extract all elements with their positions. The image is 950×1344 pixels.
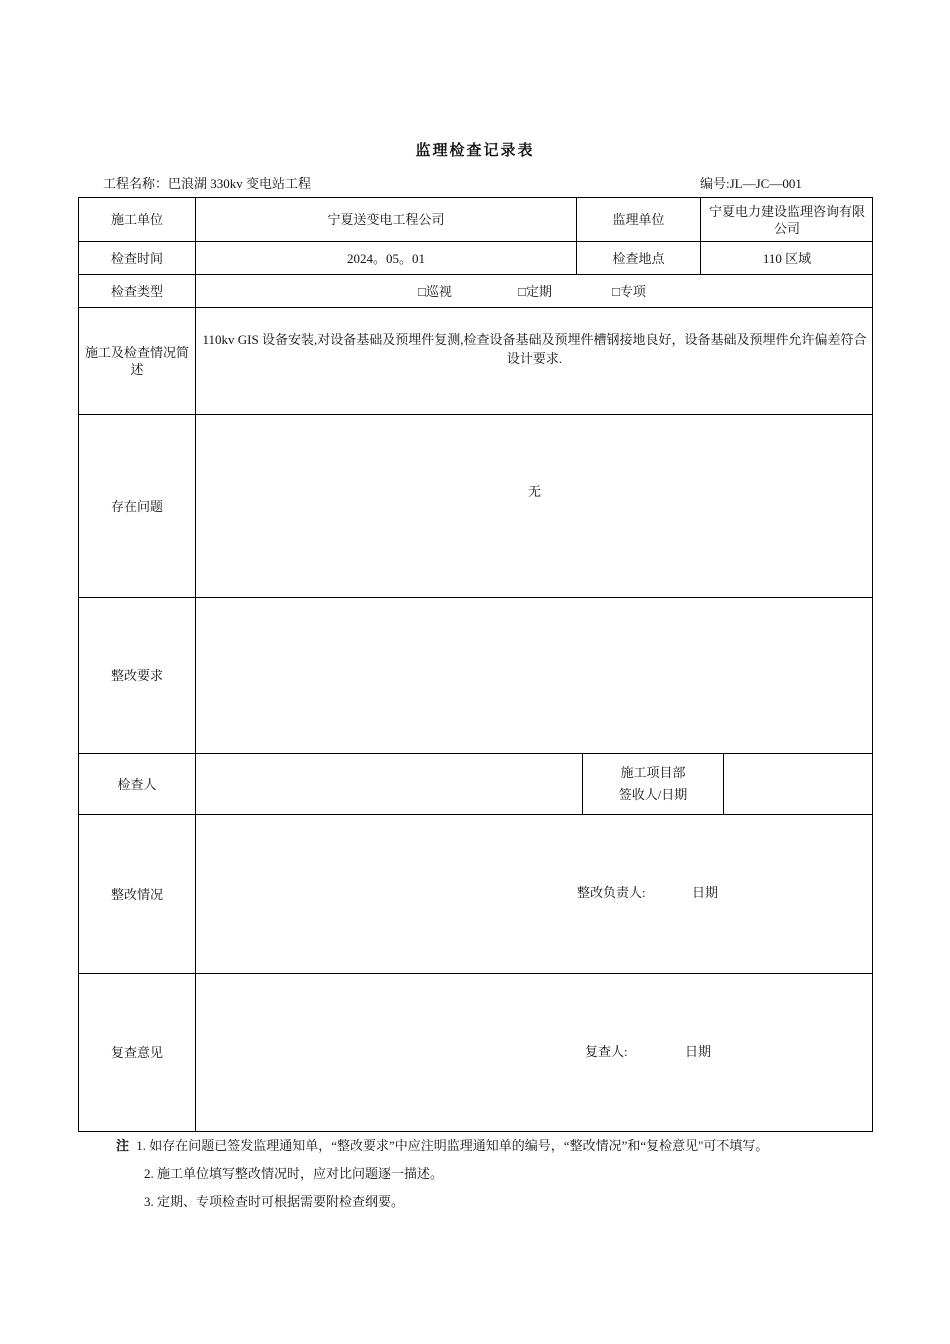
problems-cell <box>195 415 873 597</box>
inspection-record-table <box>78 197 873 1132</box>
inspector-value <box>195 754 582 814</box>
notes-mark: 注 <box>116 1139 130 1154</box>
note-3: 3. 定期、专项检查时可根据需要附检查纲要。 <box>144 1194 405 1209</box>
construction-unit-label: 施工单位 <box>110 212 163 227</box>
check-time-label: 检查时间 <box>110 250 163 266</box>
note-2: 2. 施工单位填写整改情况时，应对比问题逐一描述。 <box>144 1166 444 1181</box>
project-name: 工程名称：巴浪湖 330kv 变电站工程 <box>103 176 312 191</box>
table-row-review <box>79 974 872 1131</box>
rectify-person-label: 整改负责人: <box>577 885 646 900</box>
table-row-units <box>79 198 872 242</box>
checkbox-special[interactable]: □专项 <box>612 284 646 299</box>
table-row-inspector <box>79 754 872 815</box>
note-1: 1. 如存在问题已签发监理通知单，“整改要求”中应注明监理通知单的编号，“整改情况”和“复检意见"可不填写。 <box>136 1138 769 1153</box>
check-type-options <box>195 275 873 307</box>
rectify-status-cell <box>195 815 873 973</box>
table-row-type <box>79 275 872 308</box>
rectify-requirements-value <box>195 598 873 753</box>
problems-label: 存在问题 <box>110 498 163 514</box>
supervision-unit-label: 监理单位 <box>576 198 700 241</box>
check-place-value: 110 区域 <box>700 242 873 274</box>
signer-label-line1: 施工项目部 <box>620 765 686 780</box>
review-date-label: 日期 <box>685 1044 712 1059</box>
table-row-summary <box>79 308 872 415</box>
rectify-status-label: 整改情况 <box>110 886 163 902</box>
table-row-problems <box>79 415 872 598</box>
page-title: 监理检查记录表 <box>415 141 535 159</box>
supervision-unit-value: 宁夏电力建设监理咨询有限公司 <box>700 198 873 241</box>
record-code: 编号:JL—JC—001 <box>700 176 802 191</box>
summary-label: 施工及检查情况简述 <box>85 345 190 377</box>
rectify-requirements-label: 整改要求 <box>110 668 163 683</box>
construction-unit-value: 宁夏送变电工程公司 <box>195 198 576 241</box>
check-place-label: 检查地点 <box>576 242 700 274</box>
checkbox-periodic[interactable]: □定期 <box>518 284 552 299</box>
review-person-label: 复查人: <box>585 1044 628 1059</box>
signer-value <box>723 754 873 814</box>
inspector-label: 检查人 <box>117 776 157 792</box>
summary-text: 110kv GIS 设备安装,对设备基础及预埋件复测,检查设备基础及预埋件槽钢接地良好，设备基础及预埋件允许偏差符合设计要求. <box>202 332 867 366</box>
summary-cell <box>195 308 873 414</box>
checkbox-patrol[interactable]: □巡视 <box>418 284 452 299</box>
table-row-time <box>79 242 872 275</box>
review-label: 复查意见 <box>110 1045 163 1060</box>
review-cell <box>195 974 873 1131</box>
problems-text: 无 <box>527 484 541 499</box>
signer-label-line2: 签收人/日期 <box>618 787 688 802</box>
table-row-rectify-status <box>79 815 872 974</box>
table-row-rectify-requirements <box>79 598 872 754</box>
signer-label <box>582 754 723 814</box>
check-type-label: 检查类型 <box>110 283 163 299</box>
rectify-date-label: 日期 <box>692 885 719 900</box>
check-time-value: 2024。05。01 <box>195 242 576 274</box>
